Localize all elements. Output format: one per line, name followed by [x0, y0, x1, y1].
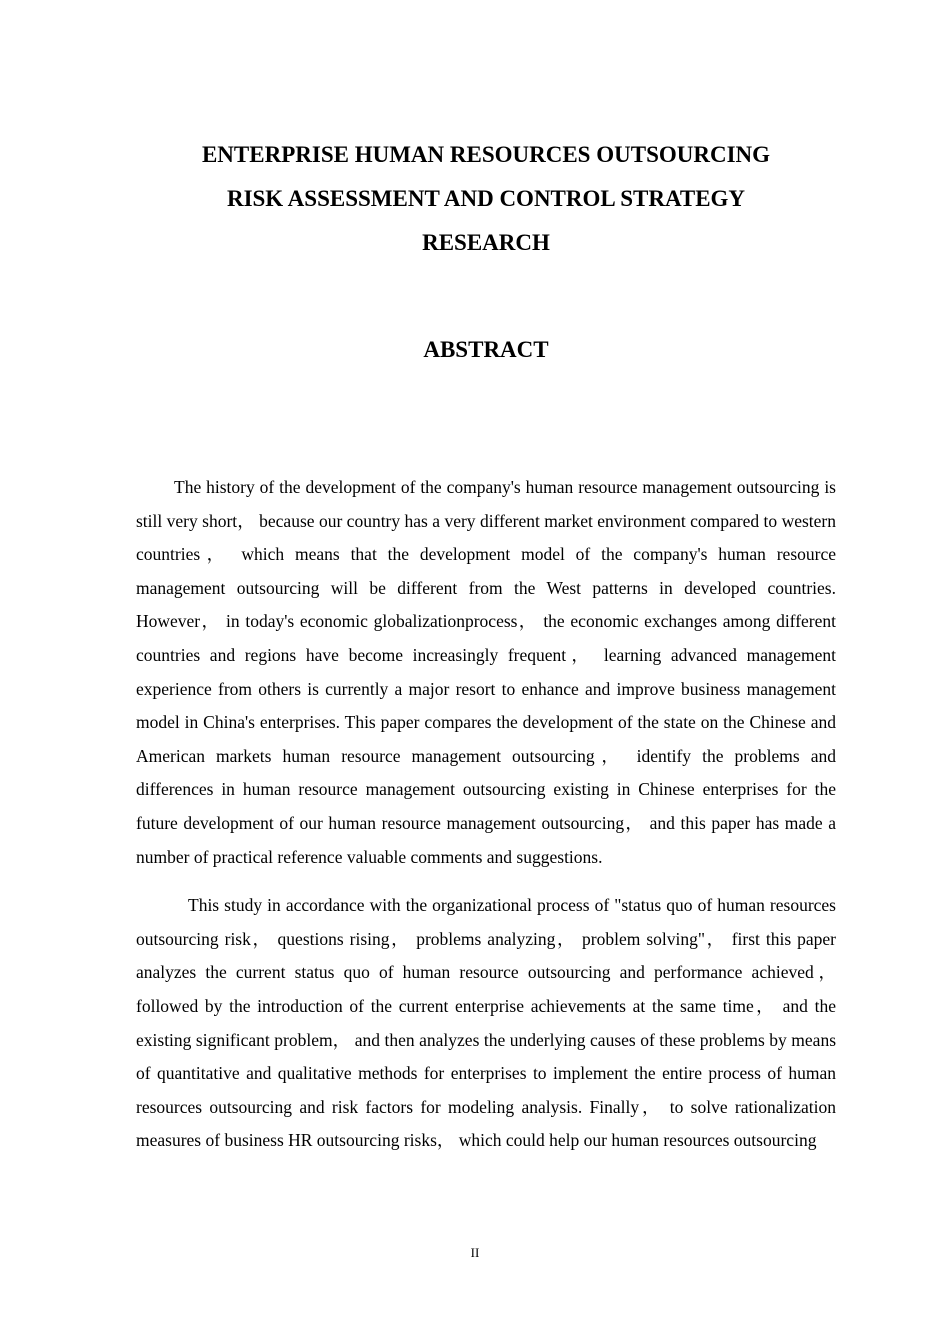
- title-line-3: RESEARCH: [422, 230, 550, 255]
- abstract-body: [136, 471, 836, 1158]
- title-line-1: ENTERPRISE HUMAN RESOURCES OUTSOURCING: [201, 142, 771, 167]
- abstract-paragraph-1: The history of the development of the company's human resource management outsourcing is still very short， because our country has a very different market environment compared to western countries， which means that the development model of the company's human resource management outsourcing will be different from the West patterns in developed countries. However， in today's economic globalizationprocess， the economic exchanges among different countries and regions have become increasingly frequent， learning advanced management experience from others is currently a major resort to enhance and improve business management model in China's enterprises. This paper compares the development of the state on the Chinese and American markets human resource management outsourcing， identify the problems and differences in human resource management outsourcing existing in Chinese enterprises for the future development of our human resource management outsourcing， and this paper has made a number of practical reference valuable comments and suggestions.: [136, 477, 836, 867]
- paper-title: [136, 133, 836, 265]
- page-number: II: [470, 1245, 480, 1260]
- abstract-paragraph-2: This study in accordance with the organizational process of "status quo of human resources outsourcing risk， questions rising， problems analyzing， problem solving"， first this paper analyzes the current status quo of human resource outsourcing and performance achieved， followed by the introduction of the current enterprise achievements at the same time， and the existing significant problem， and then analyzes the underlying causes of these problems by means of quantitative and qualitative methods for enterprises to implement the entire process of human resources outsourcing and risk factors for modeling analysis. Finally， to solve rationalization measures of business HR outsourcing risks， which could help our human resources outsourcing: [136, 895, 836, 1151]
- abstract-heading: ABSTRACT: [423, 337, 549, 362]
- title-line-2: RISK ASSESSMENT AND CONTROL STRATEGY: [226, 186, 746, 211]
